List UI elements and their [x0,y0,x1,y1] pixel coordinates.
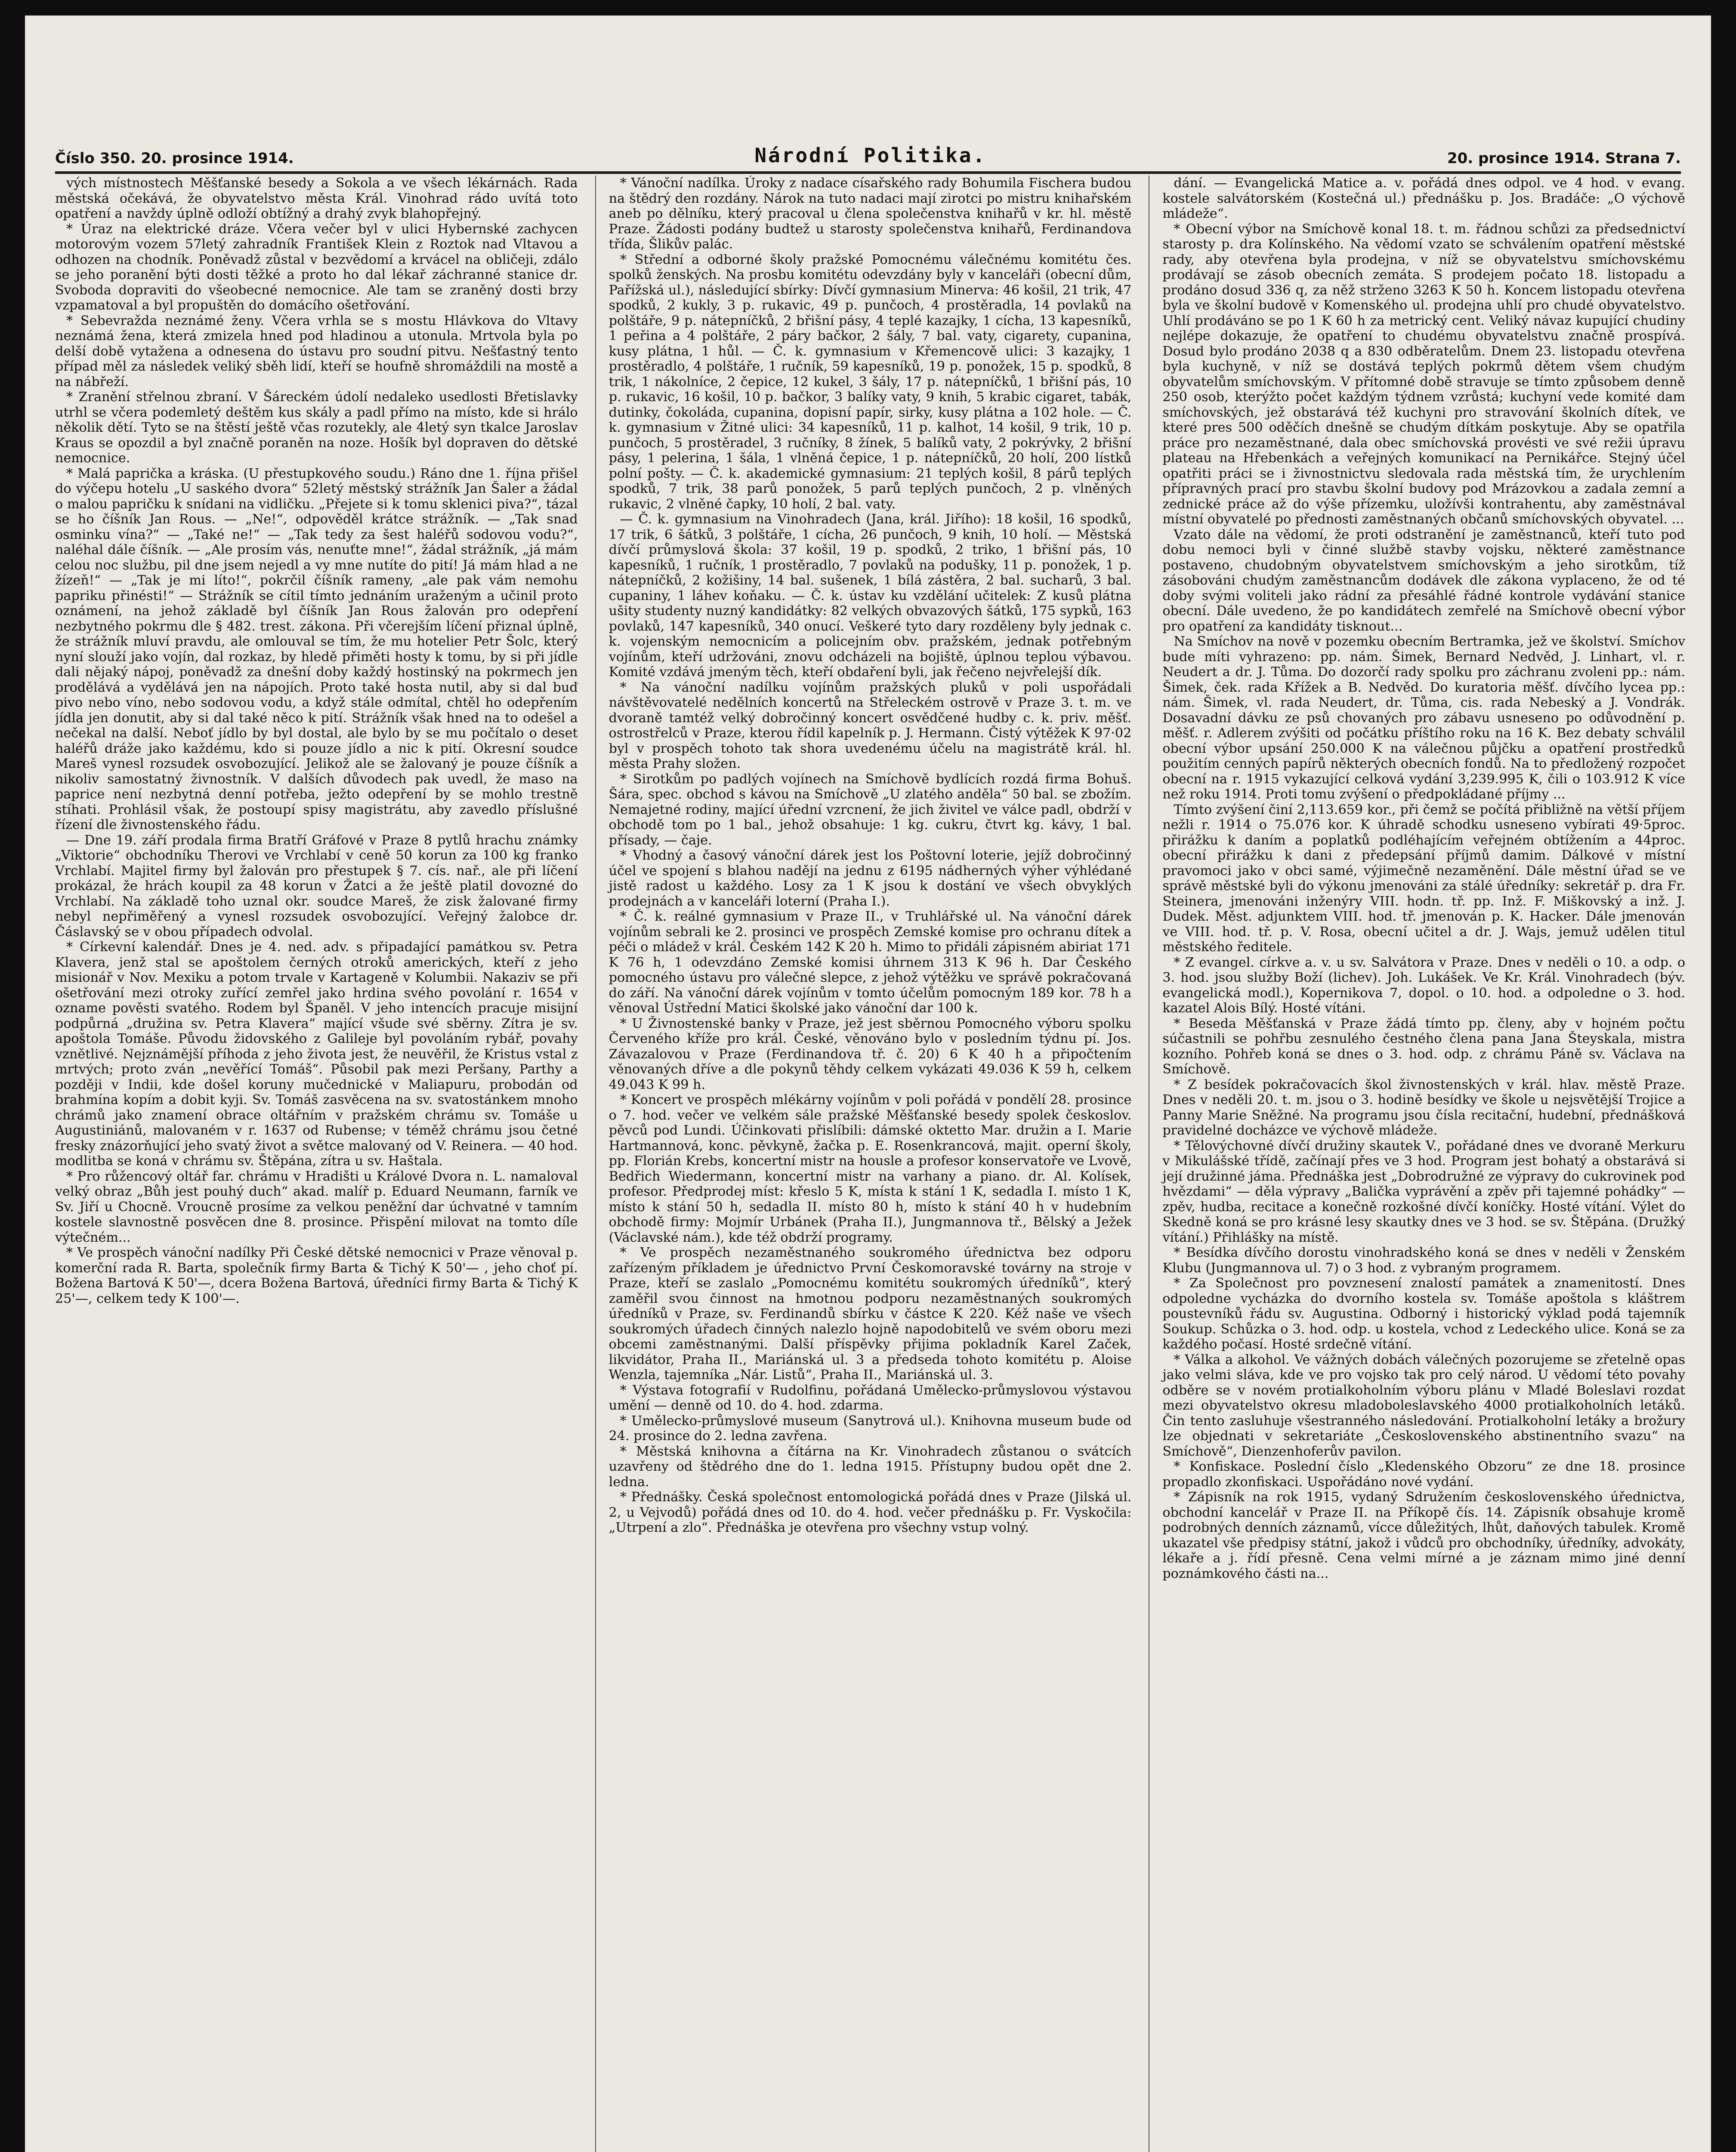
column-1 [55,176,578,2152]
article-paragraph: * Sirotkům po padlých vojínech na Smíchově bydlících rozdá firma Bohuš. Šára, spec. obchod s kávou na Smíchově „U zlatého anděla“ 50 bal. se zbožím. Nemajetné rodiny, mající úřední vzrcnení, že jich živitel ve válce padl, obdrží v obchodě tom po 1 bal., jehož obsahuje: 1 kg. cukru, čtvrt kg. kávy, 1 bal. přísady, — čaje. [609,771,1132,848]
article-paragraph: Vzato dále na vědomí, že proti odstranění je zaměstnanců, kteří tuto pod dobu nemoci byli v činné službě stavby vojsku, některé zaměstnance postaveno, chudobným obyvatelstvem smíchovským a jeho sirotkům, tíž zásobováni chudým zaměstnancům dodávek dle zákona vyplaceno, že od té doby svými voliteli jako rádní za přesáhlé řádné kontrole vydávání stanice obecní. Dále uvedeno, že po kandidátech zemřelé na Smíchově obecní výbor pro opatření za kandidáty tisknout... [1162,527,1686,634]
article-paragraph: * Na vánoční nadílku vojínům pražských pluků v poli uspořádali návštěvovatelé nedělních koncertů na Střeleckém ostrově v Praze 3. t. m. ve dvoraně tamtéž velký dobročinný koncert osvědčené hudby c. k. priv. měšť. ostrostřelců v Praze, kterou řídil kapelník p. J. Hermann. Čistý výtěžek K 97·02 byl v prospěch tohoto tak shora uvedenému účelu na magistrátě král. hl. města Prahy složen. [609,680,1132,771]
article-paragraph: * Vhodný a časový vánoční dárek jest los Poštovní loterie, jejíž dobročinný účel ve spojení s blahou nadějí na jednu z 6195 nádherných výher výhlédané jistě radost u každého. Losy za 1 K jsou k dostání ve všech obvyklých prodejnách a v kanceláři loterní (Praha I.). [609,848,1132,909]
article-paragraph: * Beseda Měšťanská v Praze žádá tímto pp. členy, aby v hojném počtu súčastnili se pohřbu zesnulého čestného člena pana Jana Šteyskala, mistra kozního. Pohřeb koná se dnes o 3. hod. odp. z chrámu Páně sv. Václava na Smíchově. [1162,1016,1686,1077]
article-paragraph: * Malá paprička a kráska. (U přestupkového soudu.) Ráno dne 1. října přišel do výčepu hotelu „U saského dvora“ 52letý městský strážník Jan Šaler a žádal o malou papričku k snídani na vidličku. „Přejete si k tomu sklenici piva?“, tázal se ho číšník Jan Rous. — „Ne!“, odpověděl krátce strážník. — „Tak snad osminku vína?“ — „Také ne!“ — „Tak tedy za šest haléřů sodovou vodu?“, naléhal dále číšník. — „Ale prosím vás, nenuťte mne!“, žádal strážník, „já mám celou noc službu, pil dne jsem nejedl a vy mne nutíte do pití! Já mám hlad a ne žízeň!“ — „Tak je mi líto!“, pokrčil číšník rameny, „ale pak vám nemohu papriku přinésti!“ — Strážník se cítil tímto jednáním uraženým a učinil proto oznámení, na jehož základě byl číšník Jan Rous žalován pro odepření nezbytného pokrmu dle § 482. trest. zákona. Při včerejším líčení přiznal úplně, že strážník mluví pravdu, ale omlouval se tím, že mu hotelier Petr Šolc, který nyní slouží jako vojín, dal rozkaz, by hledě přiměti hosty k tomu, by si při jídle dali nějaký nápoj, poněvadž za dnešní doby každý hostinský na pokrmech jen prodělává a vydělává jen na nápojích. Proto také hosta nutil, aby si dal buď pivo nebo víno, nebo sodovou vodu, a když stále odmítal, chtěl ho odepřením jídla jen donutit, aby si dal také něco k pití. Strážník však hned na to odešel a nečekal na další. Neboť jídlo by byl dostal, ale bylo by se mu počítalo o deset haléřů dráže jako každému, kdo si pouze jídlo a nic k pití. Okresní soudce Mareš vynesl rozsudek osvobozující. Jelikož ale se žalovaný je pouze číšník a nikoliv samostatný živnostník. V dalších důvodech pak uvedl, že maso na paprice není nezbytná denní potřeba, ježto odepření by se mohlo trestně stíhati. Prohlásil však, že postoupí spisy magistrátu, aby zavedlo příslušné řízení dle živnostenského řádu. [55,466,578,832]
article-paragraph: * Pro růžencový oltář far. chrámu v Hradišti u Králové Dvora n. L. namaloval velký obraz „Bůh jest pouhý duch“ akad. malíř p. Eduard Neumann, farník ve Sv. Jiří u Chocně. Vroucně prosíme za velkou peněžní dar úchvatné v tamním kostele slavnostně posvěcen dne 8. prosince. Přispění milovat na tomto díle výtečném... [55,1169,578,1245]
article-paragraph: * Válka a alkohol. Ve vážných dobách válečných pozorujeme se zřetelně opas jako velmi sláva, kde ve pro vojsko tak pro celý národ. U vědomí této povahy odběre se v novém protialkoholním výboru plánu v Mladé Boleslavi rozdat mezi obyvatelstvo okresu mladoboleslavského 4000 protialkoholních letáků. Čin tento zasluhuje všestranného následování. Protialkoholní letáky a brožury lze objednati v sekretariáte „Československého abstinentního svazu“ na Smíchově“, Dienzenhoferův pavilon. [1162,1352,1686,1459]
article-paragraph: * Besídka dívčího dorostu vinohradského koná se dnes v neděli v Ženském Klubu (Jungmannova ul. 7) o 3 hod. z vybraným programem. [1162,1245,1686,1276]
article-paragraph: * Zranění střelnou zbraní. V Šáreckém údolí nedaleko usedlosti Břetislavky utrhl se včera podemletý deštěm kus skály a padl přímo na místo, kde si hrálo několik dětí. Tyto se na štěstí ještě včas rozutekly, ale 4letý syn tkalce Jaroslav Kraus se opozdil a byl značně poraněn na noze. Hošík byl dopraven do dětské nemocnice. [55,390,578,466]
article-paragraph: * Konfiskace. Poslední číslo „Kledenského Obzoru“ ze dne 18. prosince propadlo zkonfiskaci. Uspořádáno nové vydání. [1162,1459,1686,1490]
article-paragraph: * Výstava fotografií v Rudolfinu, pořádaná Umělecko-průmyslovou výstavou umění — denně od 10. do 4. hod. zdarma. [609,1382,1132,1413]
article-paragraph: * Střední a odborné školy pražské Pomocnému válečnému komitétu čes. spolků ženských. Na prosbu komitétu odevzdány byly v kanceláři (obecní dům, Pařížská ul.), následující sbírky: Dívčí gymnasium Minerva: 46 košil, 21 trik, 47 spodků, 2 kukly, 3 p. rukavic, 49 p. punčoch, 4 prostěradla, 14 povlaků na polštáře, 9 p. nátepníčků, 2 břišní pásy, 4 teplé kazajky, 1 cícha, 13 kapesníků, 1 peřina a 4 polštáře, 2 páry bačkor, 2 šály, 7 bal. vaty, cigarety, cupanina, kusy plátna, 1 hůl. — Č. k. gymnasium v Křemencově ulici: 3 kazajky, 1 prostěradlo, 4 polštáře, 1 ručník, 59 kapesníků, 19 p. ponožek, 15 p. spodků, 8 trik, 1 nákolníce, 2 čepice, 12 kukel, 3 šály, 17 p. nátepníčků, 1 břišní pás, 10 p. rukavic, 16 košil, 10 p. bačkor, 3 balíky vaty, 9 knih, 5 krabic cigaret, tabák, dutinky, čokoláda, cupanina, dopisní papír, sirky, kusy plátna a 102 hole. — Č. k. gymnasium v Žitné ulici: 34 kapesníků, 11 p. kalhot, 14 košil, 9 trik, 10 p. punčoch, 5 prostěradel, 3 ručníky, 8 žínek, 5 balíků vaty, 2 pokrývky, 2 břišní pásy, 1 pelerina, 1 šála, 1 vlněná čepice, 1 p. nátepníčků, 20 holí, 200 lístků polní pošty. — Č. k. akademické gymnasium: 21 teplých košil, 8 párů teplých spodků, 7 trik, 38 parů ponožek, 5 parů teplých punčoch, 2 p. vlněných rukavic, 2 vlněné čapky, 10 holí, 2 bal. vaty. [609,252,1132,512]
article-paragraph: Na Smíchov na nově v pozemku obecním Bertramka, jež ve školství. Smíchov bude míti vyhrazeno: pp. nám. Šimek, Bernard Nedvěd, J. Linhart, vl. r. Neudert a dr. J. Tůma. Do dozorčí rady spolku pro záchranu zvoleni pp.: nám. Šimek, ček. rada Křížek a B. Nedvěd. Do kuratoria měšť. dívčího lycea pp.: nám. Šimek, vl. rada Neudert, dr. Tůma, cis. rada Nebeský a J. Vondrák. Dosavadní dávku ze psů chovaných pro zábavu usneseno po odůvodnění p. měšť. r. Adlerem zvýšiti od počátku příštího roku na 16 K. Bez debaty schválil obecní výbor upsání 250.000 K na válečnou půjčku a opatření prostředků použitím cenných papírů některých obecních fondů. Na to předložený rozpočet obecní na r. 1915 vykazující celková vydání 3,239.995 K, čili o 103.912 K více než roku 1914. Proti tomu zvýšení o předpokládané příjmy ... [1162,634,1686,802]
article-paragraph: * Církevní kalendář. Dnes je 4. ned. adv. s připadající památkou sv. Petra Klavera, jenž stal se apoštolem černých otroků amerických, kteří z jeho misionář v Nov. Mexiku a potom trvale v Kartageně v Kolumbii. Nakaziv se při ošetřování mezi otroky zuřící zemřel jako hrdina svého povolání r. 1654 v ozname pověsti svatého. Rodem byl Španěl. V jeho intencích pracuje misijní podpůrná „družina sv. Petra Klavera“ mající všude své sběrny. Zítra je sv. apoštola Tomáše. Původu židovského z Galileje byl povoláním rybář, povahy vznětlivé. Nejznámější příhoda z jeho života jest, že neuvěřil, že Kristus vstal z mrtvých; proto zván „nevěřící Tomáš“. Působil pak mezi Peršany, Parthy a později v Indii, kde došel koruny mučednické v Maliapuru, probodán od brahmína kopím a dobit kyji. Sv. Tomáš zasvěcena na sv. svatostánkem mnoho chrámů jako znamení obrace oltářním v pražském chrámu sv. Tomáše u Augustiniánů, malovaném v r. 1637 od Rubense; v téměž chrámu jsou četné fresky znázorňující jeho svatý život a světce malovaný od V. Reinera. — 40 hod. modlitba se koná v chrámu sv. Štěpána, zítra u sv. Haštala. [55,940,578,1169]
column-3 [1149,176,1685,2152]
newspaper-page [25,15,1711,2152]
article-paragraph: * Obecní výbor na Smíchově konal 18. t. m. řádnou schůzi za předsednictví starosty p. dra Kolínského. Na vědomí vzato se schválením opatření městské rady, aby otevřena byla prodejna, v níž se obyvatelstvu smíchovskému prodávají se zásob obecních zemáta. S prodejem počato 18. listopadu a prodáno dosud 336 q, za něž strženo 3263 K 50 h. Koncem listopadu otevřena byla ve školní budově v Komenského ul. prodejna uhlí pro chudé obyvatelstvo. Uhlí prodáváno se po 1 K 60 h za metrický cent. Veliký návaz kupující chudiny nejlépe dokazuje, že opatření to chudému obyvatelstvu značně prospívá. Dosud bylo prodáno 2038 q a 830 odběratelům. Dnem 23. listopadu otevřena byla kuchyně, v níž se dostává teplých pokrmů dětem všem chudým obyvatelům smíchovským. V přítomné době stravuje se tímto způsobem denně 250 osob, kterýžto počet každým týdnem vzrůstá; kuchyní vede komité dam smíchovských, jež obstarává též kuchyni pro stravování školních dítek, ve které pres 500 oděčích dnešně se chudým dítkám poskytuje. Aby se opatřila práce pro nezaměstnané, dala obec smíchovská provésti ve své režii úpravu plateau na Hřebenkách a veřejných komunikací na Pernikářce. Stejný účel opatřiti práci se i živnostnictvu sledovala rada městská tím, že urychlením přípravných prací pro stavbu školní budovy pod Mrázovkou a zadala zemní a zednické práce až do výše přízemku, uložívši kontrahentu, aby zaměstnával místní obyvatelé po přednosti zaměstnaných občanů smíchovských obyvatel. ... [1162,221,1686,527]
article-paragraph: * Sebevražda neznámé ženy. Včera vrhla se s mostu Hlávkova do Vltavy neznámá žena, která zmizela hned pod hladinou a utonula. Mrtvola byla po delší době vytažena a odnesena do ústavu pro soudní pitvu. Nešťastný tento případ měl za následek veliký sběh lidí, kteří se houfně shromáždili na mostě a na nábřeží. [55,313,578,390]
article-paragraph: * Umělecko-průmyslové museum (Sanytrová ul.). Knihovna museum bude od 24. prosince do 2. ledna zavřena. [609,1413,1132,1444]
article-paragraph: — Č. k. gymnasium na Vinohradech (Jana, král. Jiřího): 18 košil, 16 spodků, 17 trik, 6 šátků, 3 polštáře, 1 cícha, 26 punčoch, 9 knih, 10 holí. — Městská dívčí průmyslová škola: 37 košil, 19 p. spodků, 2 triko, 1 břišní pás, 10 kapesníků, 1 ručník, 1 prostěradlo, 7 povlaků na podušky, 11 p. ponožek, 1 p. nátepníčků, 2 kožišiny, 14 bal. sušenek, 1 bílá zástěra, 2 bal. sucharů, 3 bal. cupaniny, 1 láhev koňaku. — Č. k. ústav ku vzdělání učitelek: Z kusů plátna ušity studenty nuzný kandidátky: 82 velkých obvazových šátků, 175 sypků, 163 povlaků, 147 kapesníků, 340 onucí. Veškeré tyto dary rozděleny byly jednak c. k. vojenským nemocnicím a policejním obv. pražském, jednak potřebným vojínům, kteří udržováni, znovu odcházeli na bojiště, úplnou teplou výbavou. Komité vzdává jmeným těch, kteří obdaření byli, jak řečeno nejvřelejší dík. [609,512,1132,680]
article-paragraph: vých místnostech Měšťanské besedy a Sokola a ve všech lékárnách. Rada městská očekává, že obyvatelstvo města Král. Vinohrad rádo uvítá toto opatření a navždy úplně odloží obtížný a drahý zvyk blahopřejný. [55,176,578,221]
article-paragraph: * Tělovýchovné dívčí družiny skautek V., pořádané dnes ve dvoraně Merkuru v Mikulášské třídě, začínají přes ve 3 hod. Program jest bohatý a obstarává si její družinné jáma. Přednáška jest „Dobrodružné ze výpravy do cukrovinek pod hvězdami“ — děla výpravy „Balička vyprávění a zpěv při tajemné pohádky“ — zpěv, hudba, recitace a konečně rozkošné dívčí koníčky. Hosté vítání. Výlet do Skedně koná se pro krásné lesy skautky dnes ve 3 hod. se sv. Štěpána. (Družký vítání.) Přihlášky na místě. [1162,1138,1686,1245]
article-paragraph: * Zápisník na rok 1915, vydaný Sdružením československého úřednictva, obchodní kancelář v Praze II. na Příkopě čís. 14. Zápisník obsahuje kromě podrobných denních záznamů, vícce důležitých, lhůt, daňových tabulek. Kromě ukazatel vše předpisy státní, jakož i vůdců pro obchodníky, úředníky, advokáty, lékaře a j. řídí přesně. Cena velmi mírné a je záznam mimo jiné denní poznámkového části na... [1162,1490,1686,1581]
masthead [55,133,1681,174]
article-paragraph: Tímto zvýšení činí 2,113.659 kor., při čemž se počítá přibližně na větší příjem nežli r. 1914 o 75.076 kor. K úhradě schodku usneseno vybírati 49·5proc. přirážku k daním a poplatků podléhajícím veřejném obtížením a 44proc. obecní přirážku k dani z předepsání příjmů damim. Dálkové v místní pravomoci jako v obci samé, výjimečně nezaměnění. Dále městní úřad se ve správě městské byli do výkonu jmenováni za stálé úředníky: sekretář p. dra Fr. Steinera, jmenováni inženýry VIII. hodn. tř. pp. Inž. F. Miškovský a inž. J. Dudek. Měst. adjunktem VIII. hod. tř. jmenován p. K. Hacker. Dále jmenován ve VIII. hod. tř. p. V. Rosa, obecní učitel a dr. J. Wajs, jemuž udělen titul městského ředitele. [1162,802,1686,955]
article-paragraph: * Z evangel. církve a. v. u sv. Salvátora v Praze. Dnes v neděli o 10. a odp. o 3. hod. jsou služby Boží (lichev). Joh. Lukášek. Ve Kr. Král. Vinohradech (býv. evangelická modl.), Kopernikova 7, dopol. o 10. hod. a odpoledne o 3. hod. kazatel Alois Bílý. Hosté vítáni. [1162,955,1686,1016]
article-paragraph: — Dne 19. září prodala firma Bratří Gráfové v Praze 8 pytlů hrachu známky „Viktorie“ obchodníku Therovi ve Vrchlabí v ceně 50 korun za 100 kg franko Vrchlabí. Majitel firmy byl žalován pro přestupek § 7. cís. nař., ale při líčení prokázal, že hrách koupil za 48 korun v Žatci a že ještě platil dovozné do Vrchlabí. Na základě toho uznal okr. soudce Mareš, že zisk žalované firmy nebyl nepřiměřený a vynesl rozsudek osvobozující. Veřejný žalobce dr. Čáslavský se v obou případech odvolal. [55,832,578,940]
article-paragraph: * U Živnostenské banky v Praze, jež jest sběrnou Pomocného výboru spolku Červeného kříže pro král. České, věnováno bylo v posledním týdnu pí. Jos. Závazalovou v Praze (Ferdinandova tř. č. 20) 6 K 40 h a připočtením věnovaných dříve a dle pokynů těhdy celkem vykázati 49.036 K 59 h, celkem 49.043 K 99 h. [609,1016,1132,1092]
article-paragraph: * Koncert ve prospěch mlékárny vojínům v poli pořádá v pondělí 28. prosince o 7. hod. večer ve velkém sále pražské Měšťanské besedy spolek českoslov. pěvců pod Lundi. Účinkovati přislíbili: dámské oktetto Mar. družin a I. Marie Hartmannová, konc. pěvkyně, žačka p. E. Rosenkrancová, majit. operní školy, pp. Florián Krebs, koncertní mistr na housle a profesor konservatoře ve Lvově, Bedřich Wiedermann, koncertní mistr na varhany a piano. dr. Al. Kolísek, profesor. Předprodej míst: křeslo 5 K, místa k stání 1 K, sedadla I. místo 1 K, místo k stání 50 h, sedadla II. místo 80 h, místo k stání 40 h v hudebním obchodě firmy: Mojmír Urbánek (Praha II.), Jungmannova tř., Bělský a Ježek (Václavské nám.), kde též obdrží programy. [609,1092,1132,1245]
article-paragraph: * Č. k. reálné gymnasium v Praze II., v Truhlářské ul. Na vánoční dárek vojínům sebrali ke 2. prosinci ve prospěch Zemské komise pro ochranu dítek a péči o mládež v král. Českém 142 K 20 h. Mimo to přidáli zápisném abiriat 171 K 76 h, 1 odevzdáno Zemské komisi úhrnem 313 K 96 h. Dar Českého pomocného ústavu pro válečné slepce, z jehož výtěžku ve správě pokračovaná do září. Na vánoční dárek vojínům v tomto účelům pomocným 189 kor. 78 h a věnoval Ústřední Matici školské jako vánoční dar 100 k. [609,909,1132,1016]
article-paragraph: * Městská knihovna a čítárna na Kr. Vinohradech zůstanou o svátcích uzavřeny od štědrého dne do 1. ledna 1915. Přístupny budou opět dne 2. ledna. [609,1444,1132,1490]
issue-date-left: Číslo 350. 20. prosince 1914. [55,150,294,167]
article-paragraph: * Z besídek pokračovacích škol živnostenských v král. hlav. městě Praze. Dnes v neděli 20. t. m. jsou o 3. hodině besídky ve škole u nejsvětější Trojice a Panny Marie Sněžné. Na programu jsou čísla recitační, hudební, přednášková pravidelné docházce ve výchově mládeže. [1162,1077,1686,1138]
article-paragraph: * Přednášky. Česká společnost entomologická pořádá dnes v Praze (Jilská ul. 2, u Vejvodů) pořádá dnes od 10. do 4. hod. večer přednášku p. Fr. Vyskočila: „Utrpení a zlo“. Přednáška je otevřena pro všechny vstup volný. [609,1490,1132,1535]
columns [55,176,1685,2152]
newspaper-title: Národní Politika. [754,144,987,167]
article-paragraph: * Za Společnost pro povznesení znalostí památek a znamenitostí. Dnes odpoledne vycházka do dvorního kostela sv. Tomáše apoštola s kláštrem poustevníků řádu sv. Augustina. Odborný i historický výklad podá tajemník Soukup. Schůzka o 3. hod. odp. u kostela, vchod z Ledeckého ulice. Koná se za každého počasí. Hosté srdečně vítání. [1162,1276,1686,1352]
article-paragraph: dání. — Evangelická Matice a. v. pořádá dnes odpol. ve 4 hod. v evang. kostele salvátorském (Kostečná ul.) přednášku p. Jos. Bradáče: „O výchově mládeže“. [1162,176,1686,221]
article-paragraph: * Ve prospěch nezaměstnaného soukromého úřednictva bez odporu zařízeným příkladem je úřednictvo První Českomoravské továrny na stroje v Praze, kteří se zaslalo „Pomocnému komitétu soukromých úředníků“, který zaměřil svou činnost na hmotnou podporu nezaměstnaných soukromých úředníků v Praze, sv. Ferdinandů sbírku v částce K 220. Kéž naše ve všech soukromých úřadech činných nalezlo hojně napodobitelů ve svém oboru mezi obcemi zaměstnanými. Další příspěvky přijima pokladník Karel Začek, likvidátor, Praha II., Mariánská ul. 3 a předseda tohoto komitétu p. Aloise Wenzla, tajemníka „Nár. Listů“, Praha II., Mariánská ul. 3. [609,1245,1132,1382]
article-paragraph: * Vánoční nadílka. Úroky z nadace císařského rady Bohumila Fischera budou na štědrý den rozdány. Nárok na tuto nadaci mají zirotci po mistru knihařském aneb po dělníku, který pracoval u člena společenstva knihařů v kr. hl. městě Praze. Žádosti podány budtež u starosty společenstva knihařů, Ferdinandova třída, Šlikův palác. [609,176,1132,252]
issue-date-page-right: 20. prosince 1914. Strana 7. [1447,150,1681,167]
column-2 [595,176,1132,2152]
article-paragraph: * Úraz na elektrické dráze. Včera večer byl v ulici Hybernské zachycen motorovým vozem 57letý zahradník František Klein z Roztok nad Vltavou a odhozen na chodník. Poněvadž zůstal v bezvědomí a krvácel na obličeji, zdálo se jeho poranění býti dosti těžké a proto ho dal lékař záchranné stanice dr. Svoboda dopraviti do všeobecné nemocnice. Ale tam se zraněný dosti brzy vzpamatoval a byl propuštěn do domácího ošetřování. [55,221,578,313]
article-paragraph: * Ve prospěch vánoční nadílky Při České dětské nemocnici v Praze věnoval p. komerční rada R. Barta, společník firmy Barta & Tichý K 50'— , jeho choť pí. Božena Bartová K 50'—, dcera Božena Bartová, úředníci firmy Barta & Tichý K 25'—, celkem tedy K 100'—. [55,1245,578,1306]
